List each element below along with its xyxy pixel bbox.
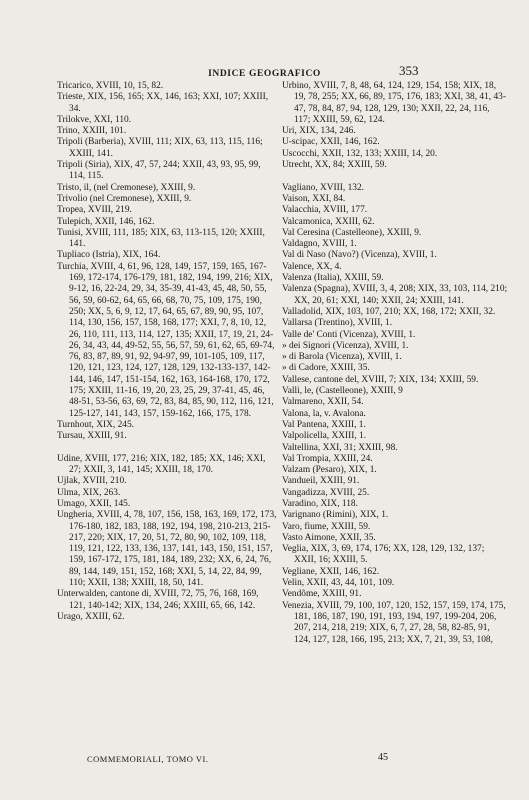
index-entry: Urbino, XVIII, 7, 8, 48, 64, 124, 129, 154, 158; XIX, 18, 19, 78, 255; XX, 66, 89, 175, 176, 183; XXI, 38, 41, 43-47, 78, 84, 87, 94, 128, 129, 130; XXII, 22, 24, 116, 117; XXIII, 59, 62, 124.	[282, 81, 506, 125]
index-entry: Valence, XX, 4.	[282, 261, 342, 272]
index-entry: Tupliaco (Istria), XIX, 164.	[57, 250, 161, 261]
index-entry: Varignano (Rimini), XIX, 1.	[282, 510, 389, 521]
index-entry: Vaison, XXI, 84.	[282, 193, 346, 204]
index-entry: Valli, le, (Castelleone), XXIII, 9	[282, 386, 403, 397]
index-entry: Vandueil, XXIII, 91.	[282, 476, 360, 487]
index-entry: Valladolid, XIX, 103, 107, 210; XX, 168, 172; XXII, 32.	[282, 306, 496, 317]
index-entry: » dei Signori (Vicenza), XVIII, 1.	[282, 340, 409, 351]
index-entry: Trivolio (nel Cremonese), XXIII, 9.	[57, 193, 192, 204]
index-entry: Valenza (Spagna), XVIII, 3, 4, 208; XIX, 33, 103, 114, 210; XX, 20, 61; XXI, 140; XXII, 24; XXIII, 141.	[282, 284, 508, 306]
index-entry: Val Pantena, XXIII, 1.	[282, 419, 366, 430]
index-entry: Veglia, XIX, 3, 69, 174, 176; XX, 128, 129, 132, 137; XXII, 16; XXIII, 5.	[282, 544, 485, 566]
index-column-left	[57, 81, 277, 623]
index-entry: Valacchia, XVIII, 177.	[282, 205, 368, 216]
index-entry: Vallese, cantone del, XVIII, 7; XIX, 134; XXIII, 59.	[282, 374, 479, 385]
index-entry: Vegliane, XXII, 146, 162.	[282, 566, 380, 577]
index-entry: Tristo, il, (nel Cremonese), XXIII, 9.	[57, 182, 196, 193]
index-entry: Uscocchi, XXII, 132, 133; XXIII, 14, 20.	[282, 148, 438, 159]
index-entry: Unterwalden, cantone di, XVIII, 72, 75, 76, 168, 169, 121, 140-142; XIX, 134, 246; XXIII, 65, 66, 142.	[57, 589, 259, 611]
index-entry: Venezia, XVIII, 79, 100, 107, 120, 152, 157, 159, 174, 175, 181, 186, 187, 190, 191, 193, 194, 197, 199-204, 206, 207, 214, 218, 219; XIX, 6, 7, 27, 28, 58, 82-85, 91, 124, 127, 128, 166, 195, 213; XX, 7, 21, 39, 53, 108,	[282, 600, 506, 645]
index-entry: Ujlak, XVIII, 210.	[57, 476, 127, 487]
index-entry: Valmareno, XXII, 54.	[282, 397, 364, 408]
index-entry: Tropea, XVIII, 219.	[57, 205, 132, 216]
index-entry: Vagliano, XVIII, 132.	[282, 182, 365, 193]
index-entry: Trino, XXIII, 101.	[57, 126, 127, 137]
index-entry: Umago, XXII, 145.	[57, 498, 131, 509]
index-entry: Val Ceresina (Castelleone), XXIII, 9.	[282, 227, 422, 238]
index-entry: Valpolicella, XXIII, 1.	[282, 431, 367, 442]
index-column-right	[282, 81, 508, 646]
index-entry: Tripoli (Barberia), XVIII, 111; XIX, 63, 113, 115, 116; XXIII, 141.	[57, 137, 263, 159]
index-entry: Valle de' Conti (Vicenza), XVIII, 1.	[282, 329, 416, 340]
index-entry: Varadino, XIX, 118.	[282, 498, 358, 509]
index-entry: Ungheria, XVIII, 4, 78, 107, 156, 158, 163, 169, 172, 173, 176-180, 182, 183, 188, 192, 194, 198, 210-213, 215-217, 220; XIX, 17, 20, 51, 72, 80, 90, 102, 109, 118, 119, 121, 122, 133, 136, 137, 141, 143, 150, 151, 157, 159, 167-172, 175, 181, 184, 189, 232; XX, 6, 24, 76, 89, 144, 149, 151, 152, 168; XXI, 5, 14, 22, 84, 99, 110; XXII, 138; XXIII, 18, 50, 141.	[57, 510, 277, 589]
index-entry: Vasto Aimone, XXII, 35.	[282, 532, 376, 543]
footer-volume-label: COMMEMORIALI, TOMO VI.	[87, 754, 209, 764]
index-entry: Turchia, XVIII, 4, 61, 96, 128, 149, 157, 159, 165, 167-169, 172-174, 176-179, 181, 182, 194, 199, 216; XIX, 9-12, 16, 22-24, 29, 34, 35-39, 41-43, 45, 48, 50, 55, 56, 59, 60-62, 64, 65, 66, 68, 70, 75, 109, 175, 190, 250; XX, 5, 6, 9, 12, 17, 64, 65, 67, 89, 90, 95, 107, 114, 130, 156, 157, 158, 168, 177; XXI, 7, 8, 10, 12, 26, 110, 111, 113, 114, 127, 135; XXII, 17, 19, 21, 24-26, 34, 43, 44, 49-52, 55, 56, 57, 59, 61, 62, 65, 69-74, 76, 83, 87, 89, 91, 92, 94-97, 99, 101-105, 109, 117, 120, 121, 123, 124, 127, 128, 129, 132-133-137, 142-144, 146, 147, 151-154, 162, 163, 164-168, 170, 172, 175; XXIII, 11-16, 19, 20, 23, 25, 29, 37-41, 45, 46, 48-51, 53-56, 63, 69, 72, 83, 84, 85, 90, 112, 116, 121, 125-127, 141, 143, 157, 159-162, 166, 175, 178.	[57, 261, 275, 419]
index-entry: Tricarico, XVIII, 10, 15, 82.	[57, 81, 164, 91]
index-entry: Valtellina, XXI, 31; XXIII, 98.	[282, 442, 398, 453]
index-entry: Valzam (Pesaro), XIX, 1.	[282, 465, 377, 476]
index-entry: Utrecht, XX, 84; XXIII, 59.	[282, 160, 387, 171]
running-title: INDICE GEOGRAFICO	[208, 69, 321, 79]
index-entry: Trilokve, XXI, 110.	[57, 114, 132, 125]
index-entry: Tulepich, XXII, 146, 162.	[57, 216, 155, 227]
index-entry: Tursau, XXIII, 91.	[57, 431, 127, 442]
index-entry: Uri, XIX, 134, 246.	[282, 126, 356, 137]
index-entry: Udine, XVIII, 177, 216; XIX, 182, 185; XX, 146; XXI, 27; XXII, 3, 141, 145; XXIII, 18, 170.	[57, 453, 266, 476]
index-entry: » di Barola (Vicenza), XVIII, 1.	[282, 352, 402, 363]
index-entry: Tunisi, XVIII, 111, 185; XIX, 63, 113-115, 120; XXIII, 141.	[57, 227, 265, 250]
index-entry: Valdagno, XVIII, 1.	[282, 239, 357, 250]
index-entry: Velin, XXII, 43, 44, 101, 109.	[282, 578, 395, 589]
index-entry: Turnhout, XIX, 245.	[57, 419, 135, 430]
index-entry: Vallarsa (Trentino), XVIII, 1.	[282, 318, 393, 329]
page-number: 353	[399, 63, 419, 78]
index-entry: Val Trompia, XXIII, 24.	[282, 453, 373, 464]
index-entry: Vendôme, XXIII, 91.	[282, 589, 362, 600]
index-entry: Vangadizza, XVIII, 25.	[282, 487, 370, 498]
index-entry: Urago, XXIII, 62.	[57, 611, 125, 622]
index-entry: Val di Naso (Navo?) (Vicenza), XVIII, 1.	[282, 250, 437, 261]
footer-signature: 45	[378, 752, 388, 763]
index-entry: Valenza (Italia), XXIII, 59.	[282, 273, 384, 284]
index-entry: Ulma, XIX, 263.	[57, 487, 121, 498]
index-entry: U-scipac, XXII, 146, 162.	[282, 137, 380, 148]
index-entry: Varo, fiume, XXIII, 59.	[282, 521, 371, 532]
index-entry: Valcamonica, XXIII, 62.	[282, 216, 375, 227]
index-entry: Valona, la, v. Avalona.	[282, 408, 366, 419]
index-entry: Tripoli (Siria), XIX, 47, 57, 244; XXII, 43, 93, 95, 99, 114, 115.	[57, 160, 261, 182]
index-entry: Trieste, XIX, 156, 165; XX, 146, 163; XXI, 107; XXIII, 34.	[57, 92, 269, 114]
index-entry: » di Cadore, XXIII, 35.	[282, 363, 370, 374]
